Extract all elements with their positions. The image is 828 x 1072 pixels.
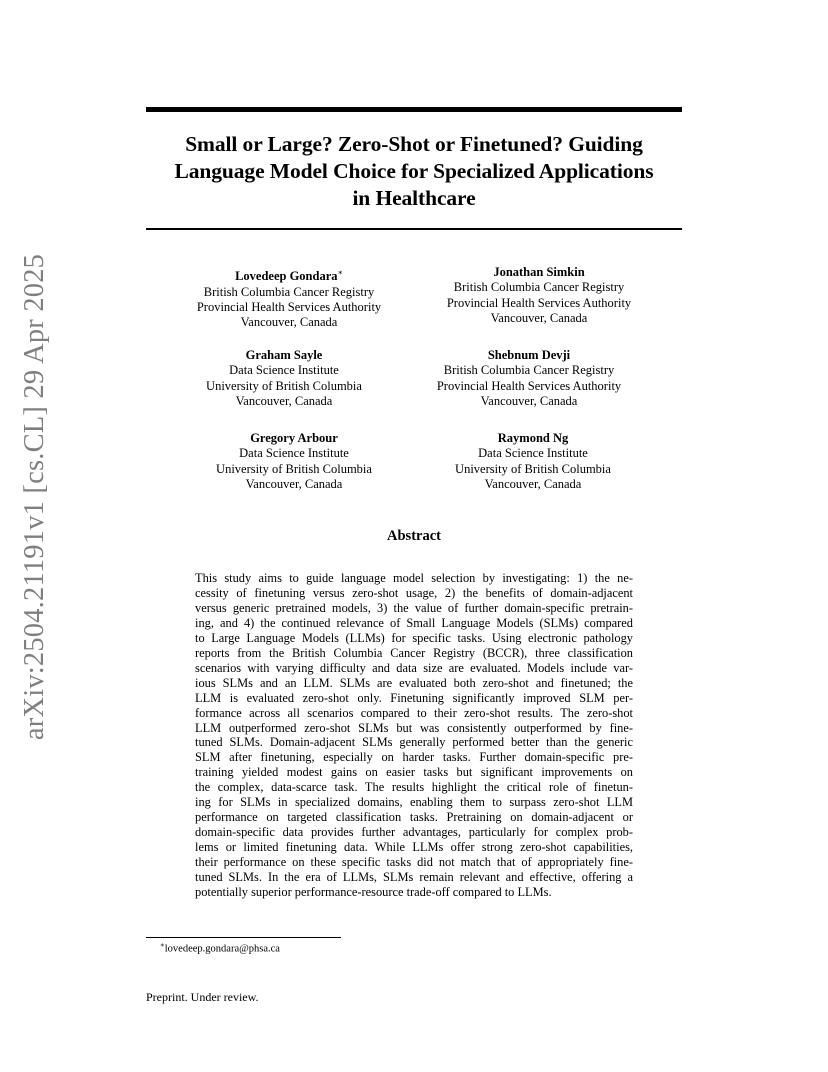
footnote-rule	[146, 937, 341, 938]
abstract-body	[195, 571, 633, 900]
author-block-ng	[408, 431, 658, 493]
abstract-line: performance on targeted classification tasks. Pretraining on domain-adjacent or	[195, 810, 633, 825]
footnote-mark: ∗	[160, 941, 165, 949]
abstract-line: reports from the British Columbia Cancer Registry (BCCR), three classification	[195, 645, 633, 660]
author-block-devji	[404, 348, 654, 410]
author-name: Gregory Arbour	[250, 431, 338, 445]
footnote	[160, 941, 280, 955]
title-line: Small or Large? Zero-Shot or Finetuned? Guiding	[185, 132, 643, 156]
author-name: Jonathan Simkin	[493, 265, 585, 279]
author-affiliation: Provincial Health Services Authority	[446, 295, 632, 310]
author-affiliation: Data Science Institute	[229, 363, 339, 378]
title-top-rule	[146, 107, 682, 112]
preprint-note: Preprint. Under review.	[146, 990, 259, 1004]
abstract-line: ing for SLMs in specialized domains, enabling them to surpass zero-shot LLM	[195, 795, 633, 810]
abstract-line: ing, and 4) the continued relevance of Small Language Models (SLMs) compared	[195, 615, 633, 630]
author-footnote-mark: ∗	[337, 268, 343, 277]
author-block-arbour	[169, 431, 419, 493]
title-line: in Healthcare	[352, 186, 476, 210]
title-bottom-rule	[146, 228, 682, 230]
abstract-line: their performance on these specific tasks did not match that of appropriately fine-	[195, 855, 633, 870]
author-affiliation: British Columbia Cancer Registry	[203, 284, 375, 299]
author-location: Vancouver, Canada	[484, 477, 582, 492]
abstract-line: the complex, data-scarce task. The results highlight the critical role of finetun-	[195, 780, 633, 795]
abstract-line: versus generic pretrained models, 3) the value of further domain-specific pretrain-	[195, 600, 633, 615]
abstract-line: SLM after finetuning, especially on harder tasks. Further domain-specific pre-	[195, 750, 633, 765]
abstract-line: tuned SLMs. In the era of LLMs, SLMs remain relevant and effective, offering a	[195, 870, 633, 885]
paper-title	[146, 131, 682, 212]
abstract-heading: Abstract	[387, 528, 441, 544]
abstract-line: cessity of finetuning versus zero-shot usage, 2) the benefits of domain-adjacent	[195, 585, 633, 600]
author-block-sayle	[159, 348, 409, 410]
author-affiliation: University of British Columbia	[206, 378, 362, 393]
author-affiliation: Data Science Institute	[239, 446, 349, 461]
author-location: Vancouver, Canada	[245, 477, 343, 492]
abstract-line: formance across all scenarios compared to their zero-shot results. The zero-shot	[195, 705, 633, 720]
abstract-line: potentially superior performance-resource trade-off compared to LLMs.	[195, 885, 552, 900]
author-name: Raymond Ng	[497, 431, 569, 445]
author-affiliation: British Columbia Cancer Registry	[443, 363, 615, 378]
abstract-line: scenarios with varying difficulty and data size are evaluated. Models include var-	[195, 660, 633, 675]
abstract-line: to Large Language Models (LLMs) for specific tasks. Using electronic pathology	[195, 630, 633, 645]
arxiv-identifier-stamp	[12, 253, 58, 741]
author-affiliation: University of British Columbia	[216, 461, 372, 476]
author-location: Vancouver, Canada	[480, 394, 578, 409]
abstract-line: ious SLMs and an LLM. SLMs are evaluated both zero-shot and finetuned; the	[195, 675, 633, 690]
author-block-simkin	[414, 265, 664, 327]
abstract-line: domain-specific data provides further advantages, particularly for complex prob-	[195, 825, 633, 840]
footnote-email: lovedeep.gondara@phsa.ca	[164, 943, 280, 955]
author-affiliation: Provincial Health Services Authority	[436, 378, 622, 393]
arxiv-identifier-text: arXiv:2504.21191v1 [cs.CL] 29 Apr 2025	[19, 253, 50, 741]
abstract-line: LLM is evaluated zero-shot only. Finetuning significantly improved SLM per-	[195, 690, 633, 705]
author-block-gondara	[164, 265, 414, 331]
abstract-line: LLM outperformed zero-shot SLMs but was consistently outperformed by fine-	[195, 720, 633, 735]
author-affiliation: British Columbia Cancer Registry	[453, 280, 625, 295]
author-affiliation: University of British Columbia	[455, 461, 611, 476]
abstract-line: tuned SLMs. Domain-adjacent SLMs generally performed better than the generic	[195, 735, 633, 750]
author-affiliation: Provincial Health Services Authority	[196, 299, 382, 314]
author-location: Vancouver, Canada	[235, 394, 333, 409]
author-affiliation: Data Science Institute	[478, 446, 588, 461]
author-location: Vancouver, Canada	[490, 311, 588, 326]
author-name: Lovedeep Gondara∗	[235, 268, 343, 284]
author-name: Graham Sayle	[245, 348, 323, 362]
author-name: Shebnum Devji	[487, 348, 571, 362]
abstract-line: This study aims to guide language model selection by investigating: 1) the ne-	[195, 571, 633, 585]
abstract-line: lems or limited finetuning data. While LLMs offer strong zero-shot capabilities,	[195, 840, 633, 855]
title-line: Language Model Choice for Specialized Applications	[174, 159, 654, 183]
author-location: Vancouver, Canada	[240, 315, 338, 330]
abstract-line: training yielded modest gains on easier tasks but significant improvements on	[195, 765, 633, 780]
